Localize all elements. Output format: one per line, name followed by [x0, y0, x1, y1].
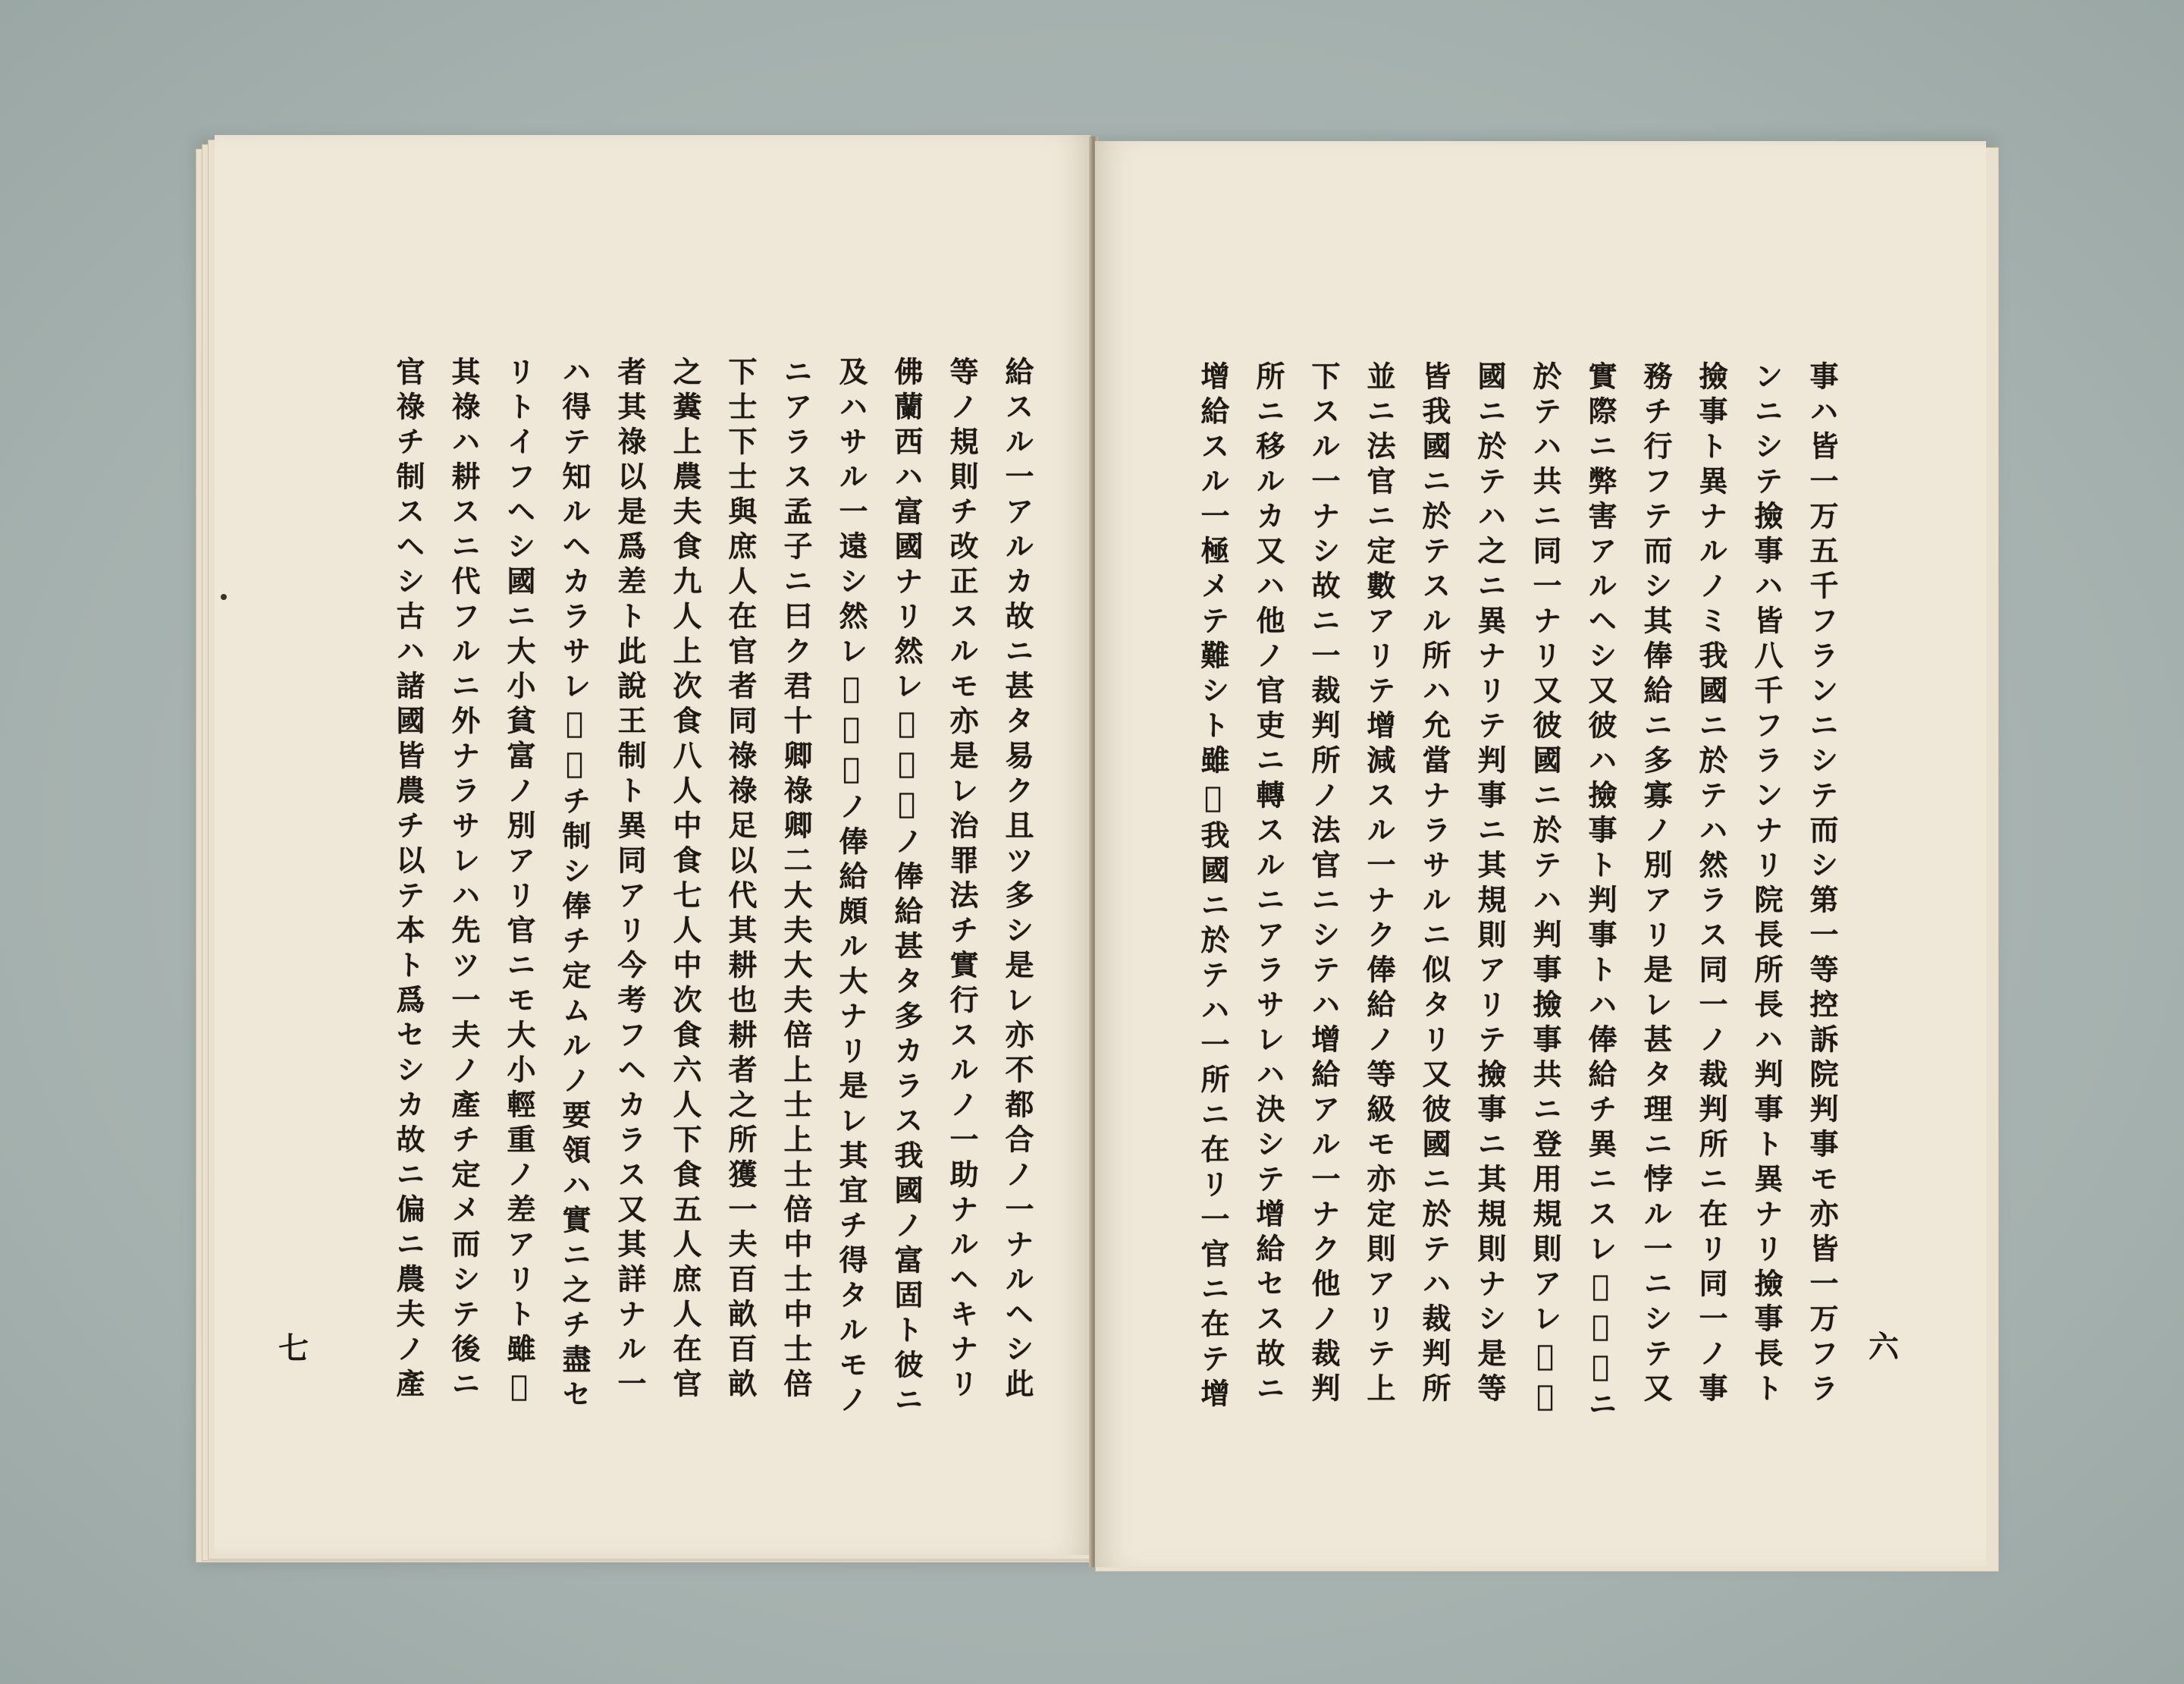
text-column: 及ハサル一遠シ然レ𪜈官吏ノ俸給頗ル大ナリ是レ其宜チ得タルモノ — [834, 357, 868, 1419]
text-column: 增給スル一極メテ難シト雖𪜈我國ニ於テハ一所ニ在リ一官ニ在テ增 — [1196, 361, 1230, 1413]
text-column: ニアラス孟子ニ曰ク君十卿祿卿二大夫大夫倍上士上士倍中士中士倍 — [779, 357, 813, 1403]
text-column: 實際ニ弊害アルヘシ又彼ハ撿事ト判事トハ俸給チ異ニスレ𪜈我國ニ — [1583, 361, 1618, 1424]
text-column: 所ニ移ルカ又ハ他ノ官吏ニ轉スルニアラサレハ決シテ增給セス故ニ — [1251, 361, 1285, 1408]
left-page — [215, 135, 1090, 1555]
text-column: 給スル一アルカ故ニ甚タ易ク且ツ多シ是レ亦不都合ノ一ナルヘシ此 — [1000, 357, 1034, 1403]
text-column: 者其祿以是爲差ト此說王制ト異同アリ今考フヘカラス又其詳ナル一 — [613, 357, 647, 1403]
text-column: 其祿ハ耕スニ代フルニ外ナラサレハ先ツ一夫ノ產チ定メ而シテ後ニ — [447, 357, 481, 1403]
text-column: 務チ行フテ而シ其俸給ニ多寡ノ別アリ是レ甚タ理ニ悖ル一ニシテ又 — [1639, 361, 1673, 1408]
right-page — [1095, 141, 1986, 1567]
text-column: 下士下士與庶人在官者同祿祿足以代其耕也耕者之所獲一夫百畝百畝 — [723, 357, 758, 1403]
text-column: 官祿チ制スヘシ古ハ諸國皆農チ以テ本ト爲セシカ故ニ偏ニ農夫ノ產 — [391, 357, 425, 1403]
text-column: 皆我國ニ於テスル所ハ允當ナラサルニ似タリ又彼國ニ於テハ裁判所 — [1417, 361, 1451, 1408]
paper-speck — [221, 594, 227, 600]
text-column: 撿事ト異ナルノミ我國ニ於テハ然ラス同一ノ裁判所ニ在リ同一ノ事 — [1694, 361, 1728, 1408]
text-column: 等ノ規則チ改正スルモ亦是レ治罪法チ實行スルノ一助ナルヘキナリ — [945, 357, 979, 1403]
text-column: リトイフヘシ國ニ大小貧富ノ別アリ官ニモ大小輕重ノ差アリト雖𪜈 — [502, 357, 536, 1409]
text-column: ンニシテ撿事ハ皆八千フランナリ院長所長ハ判事ト異ナリ撿事長ト — [1749, 361, 1784, 1408]
text-column: ハ得テ知ルヘカラサレ𪜈祿チ制シ俸チ定ムルノ要領ハ實ニ之チ盡セ — [557, 357, 592, 1414]
page-number: 七 — [278, 1331, 309, 1366]
text-column: 之糞上農夫食九人上次食八人中食七人中次食六人下食五人庶人在官 — [668, 357, 702, 1403]
text-column: 並ニ法官ニ定數アリテ增減スル一ナク俸給ノ等級モ亦定則アリテ上 — [1362, 361, 1396, 1408]
text-column: 事ハ皆一万五千フランニシテ而シ第一等控訴院判事モ亦皆一万フラ — [1805, 361, 1839, 1408]
page-number: 六 — [1869, 1329, 1899, 1365]
text-column: 下スル一ナシ故ニ一裁判所ノ法官ニシテハ增給アル一ナク他ノ裁判 — [1307, 361, 1341, 1408]
text-column: 國ニ於テハ之ニ異ナリテ判事ニ其規則アリテ撿事ニ其規則ナシ是等 — [1473, 361, 1507, 1408]
text-column: 於テハ共ニ同一ナリ又彼國ニ於テハ判事撿事共ニ登用規則アレ𪜈我 — [1528, 361, 1562, 1419]
text-column: 佛蘭西ハ富國ナリ然レ𪜈官吏ノ俸給甚タ多カラス我國ノ富固ト彼ニ — [890, 357, 924, 1419]
